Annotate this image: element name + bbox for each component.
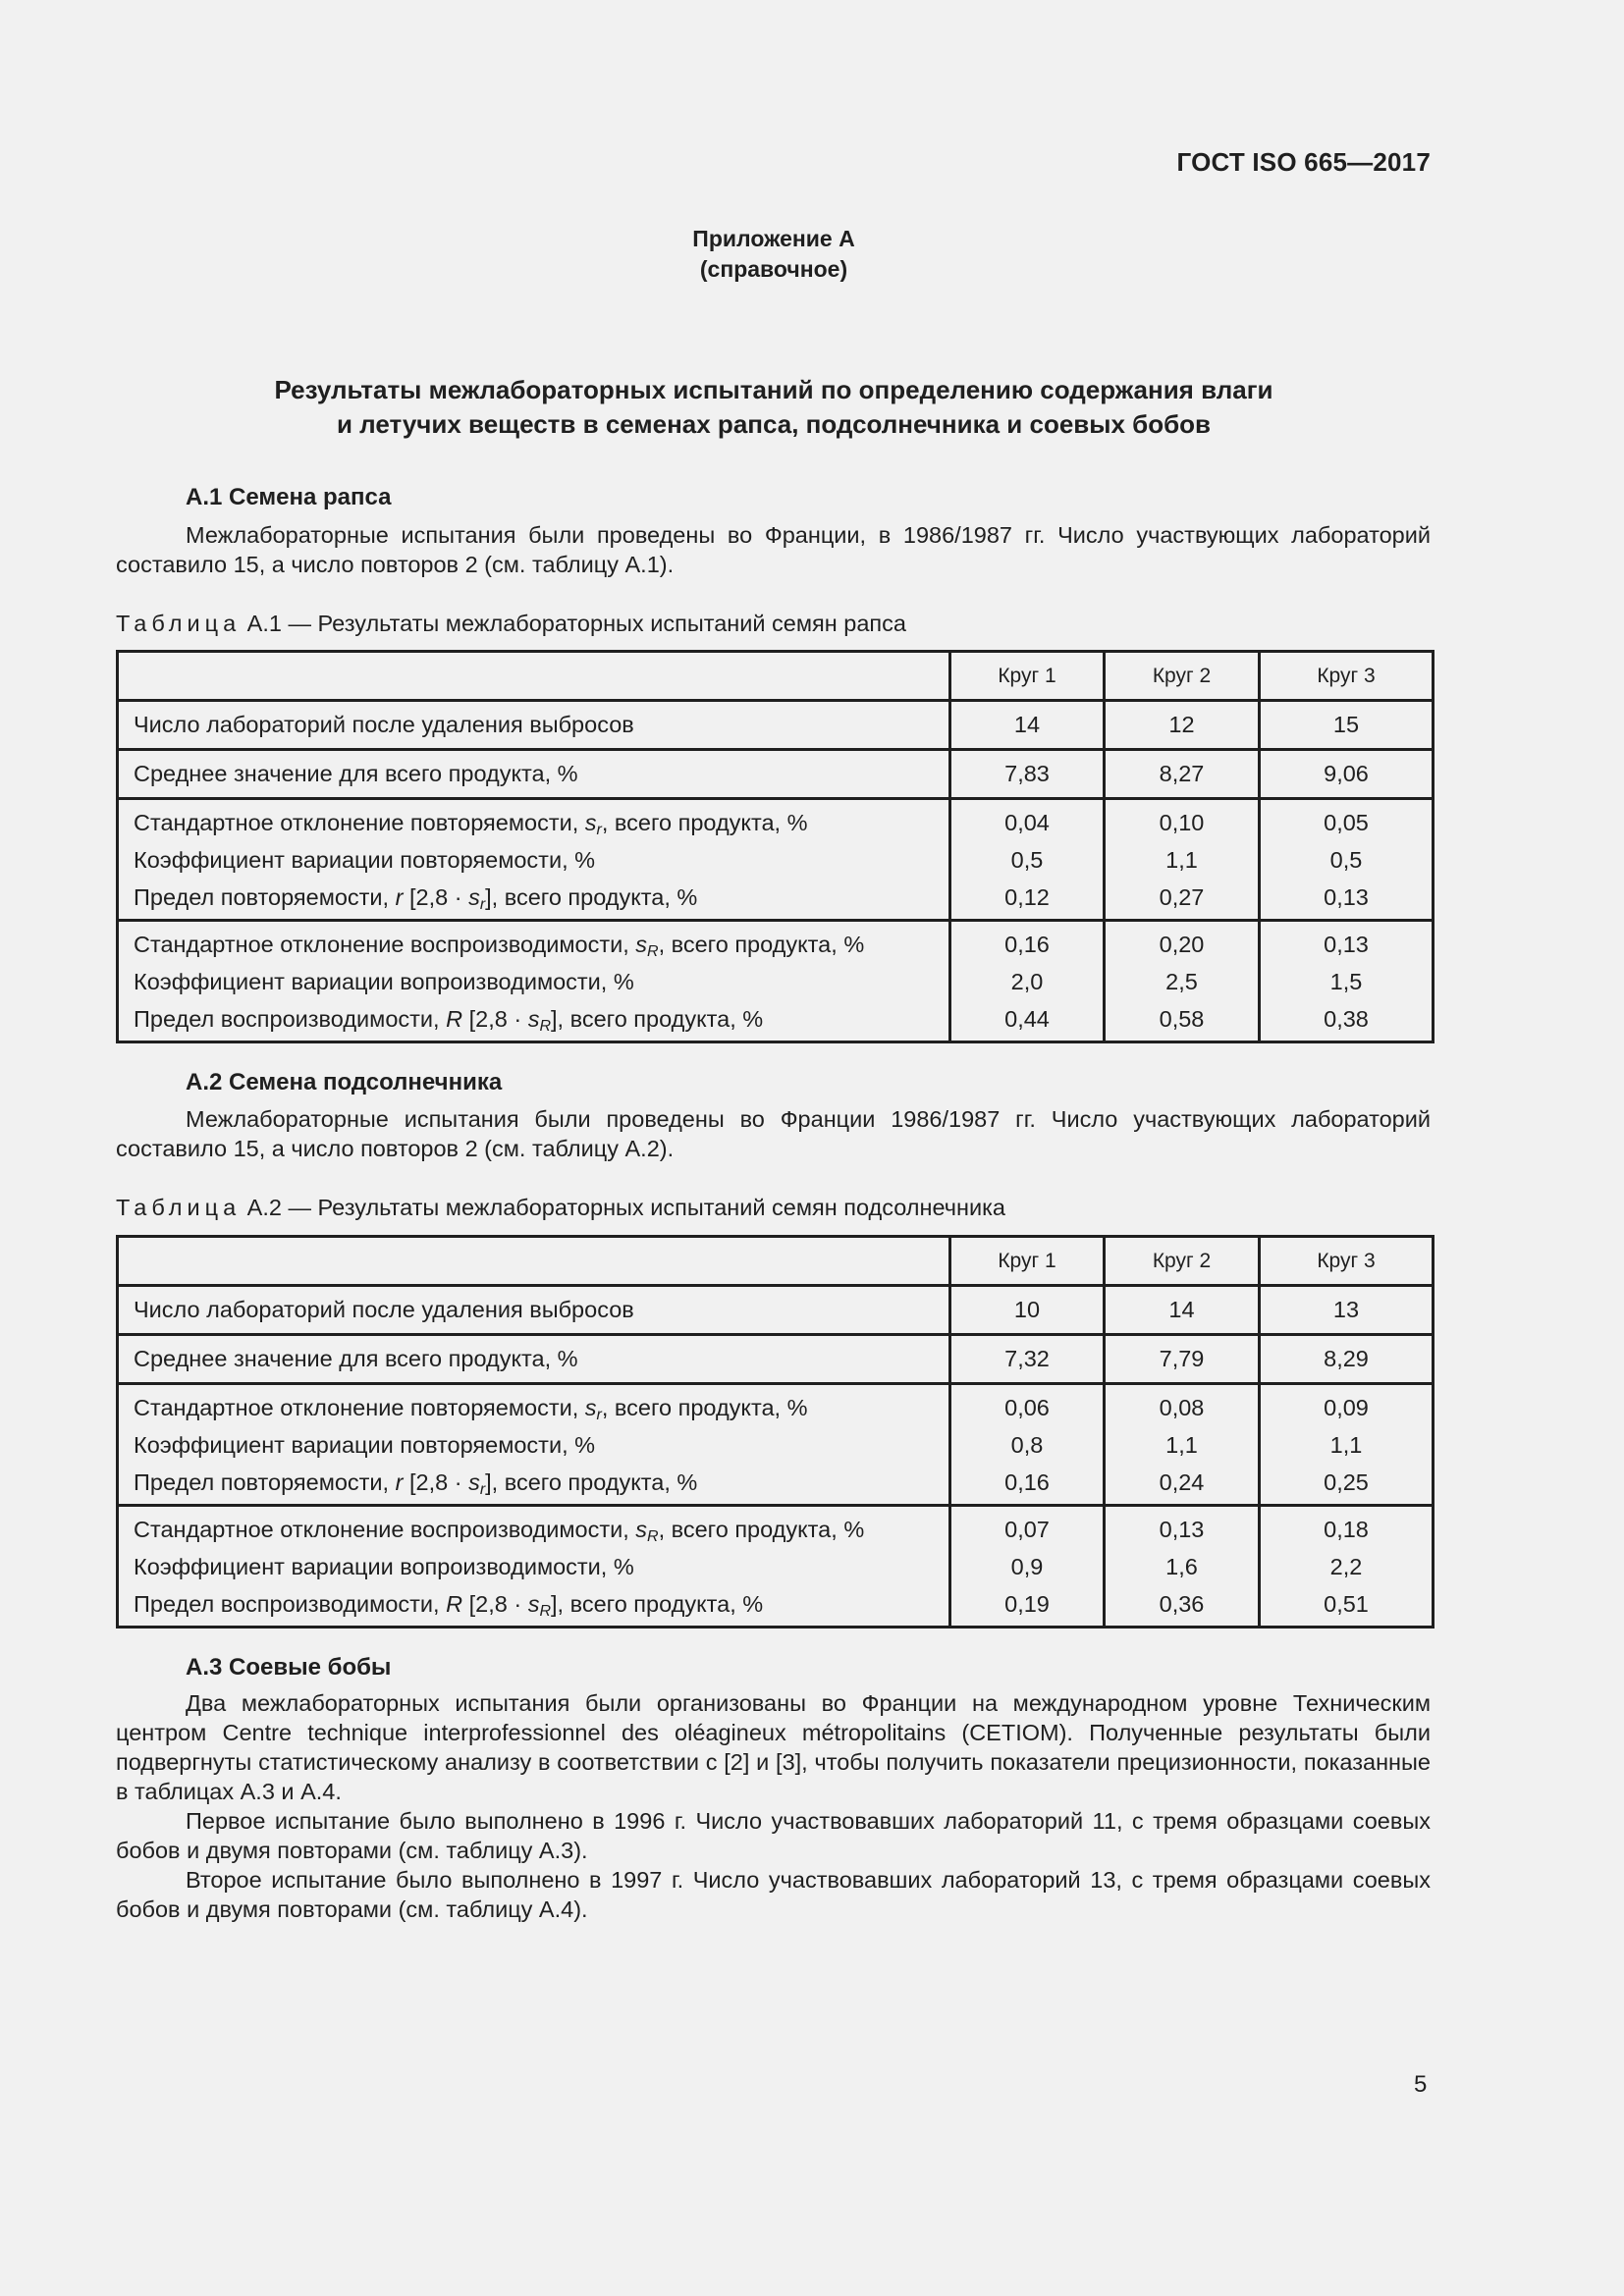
cell-value: 0,16 — [1004, 1468, 1050, 1495]
cell-value: 0,13 — [1159, 1516, 1205, 1542]
label-line: Коэффициент вариации вопроизводимости, % — [134, 1553, 634, 1579]
cell-values-round-2 — [1105, 799, 1260, 921]
cell-value: 14 — [950, 701, 1105, 750]
symbol-subscript: r — [596, 821, 602, 838]
cell-value: 7,32 — [950, 1335, 1105, 1384]
cell-value: 0,20 — [1159, 931, 1205, 957]
cell-value: 0,16 — [1004, 931, 1050, 957]
table-a2 — [116, 1235, 1435, 1629]
symbol-s: s — [584, 1394, 597, 1420]
cell-value: 8,27 — [1105, 750, 1260, 799]
row-label-group — [118, 799, 950, 921]
row-label: Среднее значение для всего продукта, % — [118, 750, 950, 799]
label-line: Коэффициент вариации повторяемости, % — [134, 846, 596, 873]
symbol-s: s — [635, 1516, 648, 1542]
label-line — [134, 1389, 948, 1426]
cell-value: 2,5 — [1165, 968, 1198, 994]
cell-value: 0,9 — [1010, 1553, 1044, 1579]
appendix-title: Приложение А — [692, 226, 855, 251]
cell-value: 2,0 — [1010, 968, 1044, 994]
symbol-s: s — [527, 1590, 540, 1617]
cell-value: 1,1 — [1165, 846, 1198, 873]
label-line — [134, 1585, 948, 1623]
label-text: Стандартное отклонение воспроизводимости, — [134, 931, 636, 957]
cell-value: 0,13 — [1324, 883, 1369, 910]
appendix-type: (справочное) — [699, 256, 848, 282]
cell-values-round-1 — [950, 799, 1105, 921]
table-header-row — [118, 652, 1434, 701]
cell-value: 0,38 — [1324, 1005, 1369, 1032]
caption-label: Таблица — [116, 1195, 242, 1220]
header-round-1: Круг 1 — [950, 1237, 1105, 1286]
cell-value: 7,83 — [950, 750, 1105, 799]
cell-values-round-3 — [1260, 921, 1434, 1042]
label-text: [2,8 · — [403, 883, 469, 910]
cell-value: 12 — [1105, 701, 1260, 750]
cell-value: 0,24 — [1159, 1468, 1205, 1495]
cell-values-round-3 — [1260, 1506, 1434, 1628]
row-label-group — [118, 1384, 950, 1506]
cell-value: 2,2 — [1329, 1553, 1363, 1579]
table-header-row — [118, 1237, 1434, 1286]
symbol-s: s — [527, 1005, 540, 1032]
label-line — [134, 926, 948, 963]
cell-value: 0,27 — [1159, 883, 1205, 910]
symbol-r: r — [395, 883, 404, 910]
label-text: ], всего продукта, % — [551, 1590, 764, 1617]
table-row-lab-count — [118, 1286, 1434, 1335]
cell-value: 0,09 — [1324, 1394, 1369, 1420]
table-row-lab-count — [118, 701, 1434, 750]
table-row-reproducibility — [118, 921, 1434, 1042]
cell-values-round-3 — [1260, 1384, 1434, 1506]
cell-value: 0,44 — [1004, 1005, 1050, 1032]
label-line — [134, 1000, 948, 1038]
symbol-r: R — [446, 1590, 463, 1617]
cell-value: 1,1 — [1329, 1431, 1363, 1458]
header-round-3: Круг 3 — [1260, 1237, 1434, 1286]
cell-value: 1,5 — [1329, 968, 1363, 994]
label-line — [134, 1464, 948, 1501]
appendix-heading — [116, 224, 1432, 285]
cell-value: 0,06 — [1004, 1394, 1050, 1420]
cell-value: 0,25 — [1324, 1468, 1369, 1495]
table-row-reproducibility — [118, 1506, 1434, 1628]
row-label-group — [118, 921, 950, 1042]
table-a1-caption — [116, 611, 906, 637]
table-row-mean — [118, 750, 1434, 799]
symbol-subscript: R — [647, 942, 659, 960]
label-line: Коэффициент вариации вопроизводимости, % — [134, 968, 634, 994]
cell-value: 13 — [1260, 1286, 1434, 1335]
cell-value: 0,5 — [1010, 846, 1044, 873]
label-line: Коэффициент вариации повторяемости, % — [134, 1431, 596, 1458]
cell-value: 0,8 — [1010, 1431, 1044, 1458]
header-round-2: Круг 2 — [1105, 652, 1260, 701]
symbol-s: s — [468, 1468, 480, 1495]
cell-values-round-2 — [1105, 1384, 1260, 1506]
symbol-subscript: r — [479, 895, 486, 913]
cell-value: 0,13 — [1324, 931, 1369, 957]
page-number: 5 — [1414, 2071, 1428, 2098]
label-text: Предел повторяемости, — [134, 1468, 396, 1495]
label-text: ], всего продукта, % — [551, 1005, 764, 1032]
label-text: Стандартное отклонение повторяемости, — [134, 1394, 585, 1420]
header-round-2: Круг 2 — [1105, 1237, 1260, 1286]
caption-label: Таблица — [116, 611, 242, 636]
section-a2-heading: А.2 Семена подсолнечника — [186, 1069, 503, 1095]
table-row-repeatability — [118, 1384, 1434, 1506]
header-empty-cell — [118, 652, 950, 701]
section-a3-heading: А.3 Соевые бобы — [186, 1654, 392, 1681]
symbol-s: s — [635, 931, 648, 957]
cell-value: 0,10 — [1159, 809, 1205, 835]
label-text: , всего продукта, % — [601, 809, 808, 835]
symbol-subscript: r — [479, 1480, 486, 1498]
cell-values-round-1 — [950, 1506, 1105, 1628]
cell-value: 0,08 — [1159, 1394, 1205, 1420]
cell-value: 0,36 — [1159, 1590, 1205, 1617]
label-text: Предел повторяемости, — [134, 883, 396, 910]
label-text: , всего продукта, % — [601, 1394, 808, 1420]
cell-value: 0,12 — [1004, 883, 1050, 910]
cell-values-round-2 — [1105, 921, 1260, 1042]
symbol-subscript: R — [647, 1527, 659, 1545]
symbol-s: s — [468, 883, 480, 910]
cell-value: 0,05 — [1324, 809, 1369, 835]
cell-value: 0,58 — [1159, 1005, 1205, 1032]
table-row-mean — [118, 1335, 1434, 1384]
cell-value: 0,5 — [1329, 846, 1363, 873]
symbol-r: R — [446, 1005, 463, 1032]
section-a1-text — [116, 520, 1431, 579]
symbol-subscript: R — [539, 1602, 552, 1620]
cell-value: 1,1 — [1165, 1431, 1198, 1458]
label-text: ], всего продукта, % — [485, 1468, 698, 1495]
cell-value: 0,04 — [1004, 809, 1050, 835]
table-a1 — [116, 650, 1435, 1043]
section-a3-paragraph-2: Первое испытание было выполнено в 1996 г. Число участвовавших лабораторий 11, с тремя образцами соевых бобов и двумя повторами (см. таблицу А.3). — [116, 1808, 1431, 1863]
row-label: Среднее значение для всего продукта, % — [118, 1335, 950, 1384]
cell-values-round-3 — [1260, 799, 1434, 921]
cell-value: 15 — [1260, 701, 1434, 750]
cell-value: 14 — [1105, 1286, 1260, 1335]
document-title — [116, 373, 1432, 442]
label-text: , всего продукта, % — [658, 1516, 865, 1542]
table-row-repeatability — [118, 799, 1434, 921]
label-text: , всего продукта, % — [658, 931, 865, 957]
cell-value: 0,07 — [1004, 1516, 1050, 1542]
cell-value: 1,6 — [1165, 1553, 1198, 1579]
row-label-group — [118, 1506, 950, 1628]
cell-values-round-2 — [1105, 1506, 1260, 1628]
section-a3-paragraph-1: Два межлабораторных испытания были организованы во Франции на международном уровне Техническим центром Centre technique interprofessionnel des oléagineux métropolitains (CETIOM). Полученные результаты были подвергнуты статистическому анализу в соответствии с [2] и [3], чтобы получить показатели прецизионности, показанные в таблицах А.3 и А.4. — [116, 1690, 1431, 1804]
label-line — [134, 804, 948, 841]
label-text: [2,8 · — [462, 1590, 528, 1617]
row-label: Число лабораторий после удаления выбросов — [118, 1286, 950, 1335]
header-round-1: Круг 1 — [950, 652, 1105, 701]
label-text: Предел воспроизводимости, — [134, 1005, 447, 1032]
section-a2-text — [116, 1104, 1431, 1163]
section-a3-paragraph-3: Второе испытание было выполнено в 1997 г. Число участвовавших лабораторий 13, с тремя образцами соевых бобов и двумя повторами (см. таблицу А.4). — [116, 1867, 1431, 1922]
cell-values-round-1 — [950, 1384, 1105, 1506]
cell-value: 10 — [950, 1286, 1105, 1335]
section-a1-heading: А.1 Семена рапса — [186, 484, 392, 510]
header-round-3: Круг 3 — [1260, 652, 1434, 701]
caption-text: А.1 — Результаты межлабораторных испытаний семян рапса — [241, 611, 906, 636]
title-line-2: и летучих веществ в семенах рапса, подсолнечника и соевых бобов — [336, 409, 1212, 439]
symbol-s: s — [584, 809, 597, 835]
caption-text: А.2 — Результаты межлабораторных испытаний семян подсолнечника — [241, 1195, 1005, 1220]
symbol-subscript: R — [539, 1017, 552, 1035]
cell-value: 8,29 — [1260, 1335, 1434, 1384]
label-line — [134, 1511, 948, 1548]
cell-value: 0,19 — [1004, 1590, 1050, 1617]
symbol-subscript: r — [596, 1406, 602, 1423]
row-label: Число лабораторий после удаления выбросов — [118, 701, 950, 750]
cell-value: 7,79 — [1105, 1335, 1260, 1384]
label-text: [2,8 · — [403, 1468, 469, 1495]
section-a2-paragraph: Межлабораторные испытания были проведены во Франции 1986/1987 гг. Число участвующих лабораторий составило 15, а число повторов 2 (см. таблицу А.2). — [116, 1106, 1431, 1161]
title-line-1: Результаты межлабораторных испытаний по определению содержания влаги — [274, 375, 1273, 404]
symbol-r: r — [395, 1468, 404, 1495]
label-text: Предел воспроизводимости, — [134, 1590, 447, 1617]
document-code: ГОСТ ISO 665—2017 — [1176, 147, 1431, 177]
section-a3-text — [116, 1688, 1431, 1924]
section-a1-paragraph: Межлабораторные испытания были проведены во Франции, в 1986/1987 гг. Число участвующих лабораторий составило 15, а число повторов 2 (см. таблицу А.1). — [116, 522, 1431, 577]
label-line — [134, 879, 948, 916]
cell-value: 0,51 — [1324, 1590, 1369, 1617]
header-empty-cell — [118, 1237, 950, 1286]
table-a2-caption — [116, 1195, 1005, 1221]
label-text: ], всего продукта, % — [485, 883, 698, 910]
cell-values-round-1 — [950, 921, 1105, 1042]
cell-value: 9,06 — [1260, 750, 1434, 799]
cell-value: 0,18 — [1324, 1516, 1369, 1542]
label-text: Стандартное отклонение воспроизводимости, — [134, 1516, 636, 1542]
label-text: Стандартное отклонение повторяемости, — [134, 809, 585, 835]
label-text: [2,8 · — [462, 1005, 528, 1032]
